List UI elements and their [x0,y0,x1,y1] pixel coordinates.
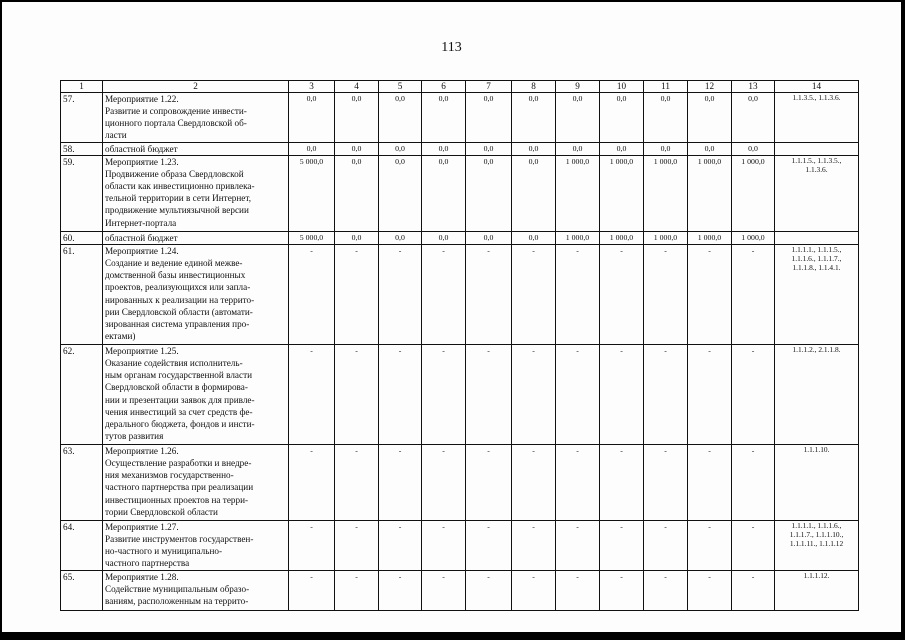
table-row [61,445,859,521]
value-cell: 1 000,0 [600,232,644,245]
activity-name-line: ным органам государственной власти [105,370,253,381]
value-cell: 0,0 [422,156,466,232]
row-number: 63. [61,445,103,521]
activity-name-line: ласти [105,130,127,141]
header-row [61,81,859,93]
row-number: 61. [61,245,103,345]
target-reference-line: 1.1.1.1., 1.1.1.5., [791,245,842,255]
value-cell: 0,0 [644,143,688,156]
activity-name-line: Интернет-портала [105,217,177,228]
activity-name-line: ционного портала Свердловской об- [105,118,247,129]
activity-name-line: ния механизмов государственно- [105,470,234,481]
value-cell: 0,0 [688,143,732,156]
activity-name-line: области как инвестиционно привлека- [105,181,255,192]
value-cell: 0,0 [644,93,688,143]
activity-name-line: Создание и ведение единой межве- [105,258,243,269]
value-cell: 5 000,0 [289,156,335,232]
activity-name-line: Мероприятие 1.22. [105,94,179,104]
column-header: 7 [466,81,512,93]
value-cell: - [422,445,466,521]
value-cell: 0,0 [289,143,335,156]
column-header: 13 [732,81,775,93]
value-cell: - [422,245,466,345]
value-cell: 0,0 [556,93,600,143]
column-header: 6 [422,81,466,93]
value-cell: - [289,345,335,445]
value-cell: 0,0 [688,93,732,143]
value-cell: - [335,345,379,445]
target-reference [775,570,859,610]
activity-name [103,156,289,232]
activity-name-line: тельной территории в сети Интернет, [105,193,251,204]
value-cell: 1 000,0 [556,156,600,232]
value-cell: - [600,521,644,570]
value-cell: - [466,245,512,345]
column-header: 12 [688,81,732,93]
column-header: 14 [775,81,859,93]
target-reference-line: 1.1.1.7., 1.1.1.10., [789,530,844,540]
value-cell: - [379,521,422,570]
value-cell: 0,0 [466,156,512,232]
activity-name-line: тутов развития [105,430,164,441]
value-cell: - [688,245,732,345]
column-header: 8 [512,81,556,93]
value-cell: - [512,245,556,345]
value-cell: - [600,245,644,345]
activity-name-line: ектами) [105,330,136,341]
activity-name-line: Свердловской области в формирова- [105,382,248,393]
value-cell: 0,0 [466,93,512,143]
value-cell: - [512,345,556,445]
value-cell: 0,0 [335,93,379,143]
value-cell: - [732,345,775,445]
activity-name-line: Мероприятие 1.23. [105,157,179,168]
target-reference-line: 1.1.1.8., 1.1.4.1. [792,263,841,273]
value-cell: 5 000,0 [289,232,335,245]
target-reference [775,345,859,445]
value-cell: - [512,521,556,570]
value-cell: 0,0 [422,143,466,156]
value-cell: - [289,570,335,610]
row-number: 64. [61,521,103,570]
activity-name [103,245,289,345]
activity-name-line: Мероприятие 1.28. [105,571,179,582]
value-cell: 0,0 [512,93,556,143]
table-row [61,143,859,156]
activity-name-line: нированных к реализации на террито- [105,294,255,305]
activity-name [103,232,289,245]
value-cell: - [379,345,422,445]
target-reference-line: 1.1.1.2., 2.1.1.8. [792,345,841,355]
column-header: 4 [335,81,379,93]
value-cell: 0,0 [512,232,556,245]
value-cell: 0,0 [422,232,466,245]
value-cell: - [512,445,556,521]
activity-name-line: продвижение мультиязычной версии [105,205,249,216]
column-header: 2 [103,81,289,93]
activity-name-line: зированная система управления про- [105,318,250,329]
table-row [61,570,859,610]
value-cell: - [512,570,556,610]
activity-name-line: областной бюджет [105,233,178,244]
value-cell: - [732,521,775,570]
row-number: 62. [61,345,103,445]
value-cell: - [289,245,335,345]
column-header: 9 [556,81,600,93]
activity-name-line: Осуществление разработки и внедре- [105,458,252,469]
table-row [61,521,859,570]
activity-name-line: частного партнерства при реализации [105,482,254,493]
activity-name-line: Оказание содействия исполнитель- [105,358,243,369]
value-cell: - [466,345,512,445]
target-reference [775,232,859,245]
target-reference-line: 1.1.1.11., 1.1.1.12 [789,539,844,549]
value-cell: - [688,521,732,570]
activity-name-line: областной бюджет [105,144,178,154]
row-number: 59. [61,156,103,232]
value-cell: 0,0 [600,143,644,156]
table-row [61,93,859,143]
value-cell: - [335,245,379,345]
value-cell: 0,0 [289,93,335,143]
column-header: 1 [61,81,103,93]
value-cell: 0,0 [379,232,422,245]
table-row [61,156,859,232]
value-cell: 0,0 [732,143,775,156]
value-cell: - [422,345,466,445]
value-cell: - [644,445,688,521]
activity-name-line: Продвижение образа Свердловской [105,169,244,180]
target-reference-line: 1.1.1.5., 1.1.3.5., [791,156,842,166]
value-cell: 0,0 [379,156,422,232]
target-reference-line: 1.1.1.10. [803,445,830,455]
activity-name-line: тории Свердловской области [105,506,218,517]
row-number: 58. [61,143,103,156]
table-row [61,345,859,445]
value-cell: - [379,245,422,345]
value-cell: - [335,570,379,610]
activity-name-line: Содействие муниципальным образо- [105,583,250,594]
activity-name [103,345,289,445]
table-row [61,245,859,345]
budget-table [60,80,859,611]
target-reference [775,445,859,521]
target-reference-line: 1.1.1.1., 1.1.1.6., [791,521,842,531]
value-cell: 1 000,0 [644,232,688,245]
target-reference [775,143,859,156]
activity-name-line: но-частного и муниципально- [105,546,223,557]
value-cell: - [466,521,512,570]
column-header: 11 [644,81,688,93]
activity-name [103,570,289,610]
value-cell: - [289,521,335,570]
target-reference [775,245,859,345]
value-cell: - [422,521,466,570]
value-cell: 1 000,0 [644,156,688,232]
target-reference-line: 1.1.1.12. [803,570,830,580]
value-cell: 0,0 [512,143,556,156]
target-reference-line: 1.1.3.5., 1.1.3.6. [792,93,841,102]
activity-name-line: Мероприятие 1.24. [105,246,179,257]
value-cell: - [289,445,335,521]
activity-name-line: инвестиционных проектов на терри- [105,494,249,505]
page-number: 113 [441,40,462,55]
value-cell: - [600,345,644,445]
activity-name-line: дерального бюджета, фондов и инсти- [105,418,255,429]
value-cell: - [688,345,732,445]
column-header: 5 [379,81,422,93]
value-cell: - [732,445,775,521]
value-cell: - [556,245,600,345]
activity-name-line: рии Свердловской области (автомати- [105,306,253,317]
row-number: 57. [61,93,103,143]
value-cell: - [600,445,644,521]
column-header: 3 [289,81,335,93]
value-cell: - [379,570,422,610]
value-cell: - [556,345,600,445]
value-cell: - [422,570,466,610]
value-cell: - [644,345,688,445]
value-cell: 0,0 [379,143,422,156]
value-cell: - [556,445,600,521]
activity-name-line: Развитие инструментов государствен- [105,534,254,545]
row-number: 65. [61,570,103,610]
value-cell: - [556,521,600,570]
activity-name-line: Развитие и сопровождение инвести- [105,106,247,117]
table-body [61,93,859,611]
target-reference [775,521,859,570]
value-cell: 0,0 [335,232,379,245]
value-cell: - [466,445,512,521]
value-cell: 0,0 [466,232,512,245]
value-cell: 0,0 [335,143,379,156]
activity-name-line: чения инвестиций за счет средств фе- [105,406,253,417]
value-cell: 1 000,0 [556,232,600,245]
activity-name-line: частного партнерства [105,558,190,569]
value-cell: 1 000,0 [732,232,775,245]
value-cell: 0,0 [732,93,775,143]
value-cell: - [335,521,379,570]
value-cell: 0,0 [466,143,512,156]
value-cell: 0,0 [600,93,644,143]
activity-name-line: нии и презентации заявок для привле- [105,394,255,405]
value-cell: - [688,445,732,521]
target-reference-line: 1.1.3.6. [805,165,828,175]
activity-name-line: ваниям, расположенным на террито- [105,595,249,606]
activity-name [103,143,289,156]
activity-name [103,93,289,143]
activity-name [103,445,289,521]
value-cell: - [644,570,688,610]
value-cell: 1 000,0 [688,156,732,232]
target-reference-line: 1.1.1.6., 1.1.1.7., [791,254,842,264]
value-cell: - [466,570,512,610]
value-cell: - [732,570,775,610]
value-cell: 1 000,0 [600,156,644,232]
value-cell: - [644,245,688,345]
value-cell: 1 000,0 [688,232,732,245]
value-cell: 0,0 [335,156,379,232]
value-cell: - [379,445,422,521]
target-reference [775,156,859,232]
value-cell: - [600,570,644,610]
activity-name-line: домственной базы инвестиционных [105,270,246,281]
document-page [2,2,901,632]
value-cell: 0,0 [379,93,422,143]
row-number: 60. [61,232,103,245]
value-cell: 0,0 [512,156,556,232]
table-row [61,232,859,245]
value-cell: - [732,245,775,345]
activity-name-line: проектов, реализующихся или запла- [105,282,251,293]
column-header: 10 [600,81,644,93]
value-cell: - [688,570,732,610]
value-cell: 0,0 [422,93,466,143]
value-cell: 0,0 [556,143,600,156]
activity-name [103,521,289,570]
activity-name-line: Мероприятие 1.26. [105,446,179,457]
activity-name-line: Мероприятие 1.27. [105,522,179,533]
value-cell: - [644,521,688,570]
value-cell: - [556,570,600,610]
value-cell: 1 000,0 [732,156,775,232]
target-reference [775,93,859,143]
value-cell: - [335,445,379,521]
activity-name-line: Мероприятие 1.25. [105,346,179,357]
